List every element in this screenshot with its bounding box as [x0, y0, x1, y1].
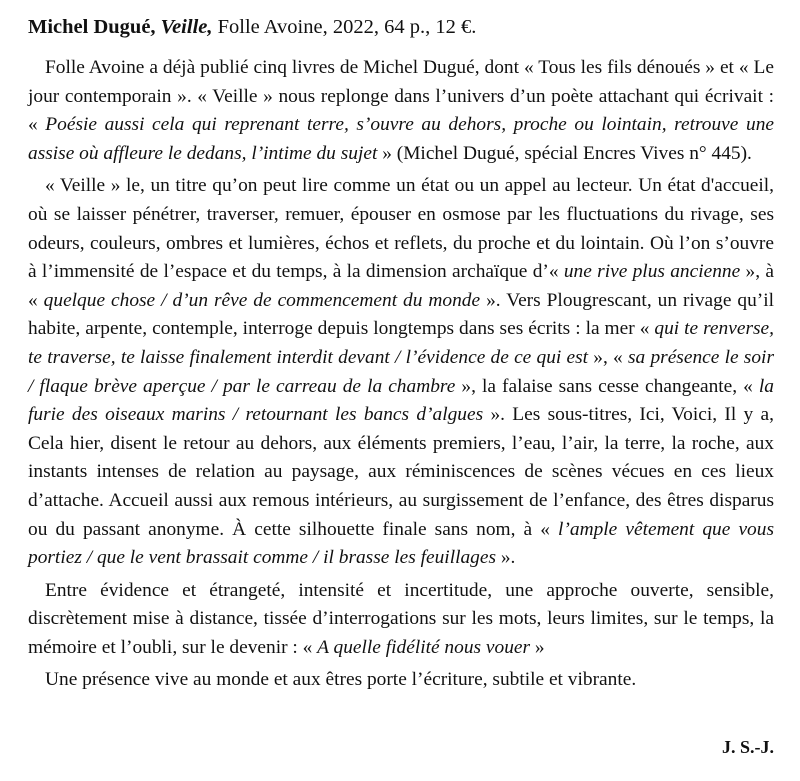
text-run: », à «: [28, 261, 774, 311]
quoted-verse: sa présence le soir / flaque brève aperçue / par le carreau de la chambre: [28, 346, 774, 397]
paragraph-3: [28, 577, 774, 663]
text-run: », «: [588, 346, 628, 368]
text-run: »: [530, 636, 545, 658]
text-run: ». Les sous-titres, Ici, Voici, Il y a, Cela hier, disent le retour au dehors, aux éléments premiers, l’eau, l’air, la terre, la roche, aux instants intenses de relation au paysage, aux réminiscences de scènes vécues en ces lieux d’attache. Accueil aussi aux remous intérieurs, au surgissement de l’enfance, des êtres disparus ou du passant anonyme. À cette silhouette finale sans nom, à «: [28, 404, 774, 540]
paragraph-1: [28, 54, 774, 168]
quoted-verse: quelque chose / d’un rêve de commencement du monde: [43, 289, 481, 311]
quoted-verse: Poésie aussi cela qui reprenant terre, s’ouvre au dehors, proche ou lointain, retrouve une assise où affleure le dedans, l’intime du sujet: [28, 114, 774, 164]
review-heading: [28, 12, 774, 42]
text-run: » (Michel Dugué, spécial Encres Vives n° 445).: [377, 142, 752, 164]
text-run: », la falaise sans cesse changeante, «: [455, 375, 759, 397]
text-run: « Veille » le, un titre qu’on peut lire comme un état ou un appel au lecteur. Un état d'accueil, où se laisser pénétrer, traverser, remuer, épouser en osmose par les fluctuations du rivage, ses odeurs, couleurs, ombres et lumières, échos et reflets, du proche et du lointain. Où l’on s’ouvre à l’immensité de l’espace et du temps, à la dimension archaïque d’«: [28, 175, 774, 283]
quoted-verse: la furie des oiseaux marins / retournant les bancs d’algues: [28, 375, 774, 426]
quoted-verse: qui te renverse, te traverse, te laisse finalement interdit devant / l’évidence de ce qui est: [28, 318, 774, 368]
publication-details: Folle Avoine, 2022, 64 p., 12 €.: [217, 16, 477, 38]
quoted-verse: une rive plus ancienne: [563, 261, 741, 283]
text-run: Folle Avoine a déjà publié cinq livres de Michel Dugué, dont « Tous les fils dénoués » et « Le jour contemporain ». « Veille » nous replonge dans l’univers d’un poète attachant qui écrivait : «: [28, 57, 774, 136]
text-run: ».: [496, 547, 516, 569]
paragraph-2: [28, 172, 774, 572]
author-name: Michel Dugué,: [28, 16, 156, 38]
book-title: Veille,: [160, 16, 213, 38]
signature: J. S.-J.: [721, 737, 774, 757]
paragraph-4: [28, 666, 774, 695]
text-run: ». Vers Plougrescant, un rivage qu’il habite, arpente, contemple, interroge depuis longtemps dans ses écrits : la mer «: [28, 289, 775, 340]
quoted-verse: A quelle fidélité nous vouer: [317, 636, 531, 658]
review-body: [28, 54, 774, 695]
text-run: Entre évidence et étrangeté, intensité et incertitude, une approche ouverte, sensible, discrètement mise à distance, tissée d’interrogations sur les mots, leurs limites, sur le temps, la mémoire et l’oubli, sur le devenir : «: [28, 579, 774, 658]
text-run: Une présence vive au monde et aux êtres porte l’écriture, subtile et vibrante.: [45, 669, 637, 691]
quoted-verse: l’ample vêtement que vous portiez / que le vent brassait comme / il brasse les feuillages: [28, 518, 774, 569]
